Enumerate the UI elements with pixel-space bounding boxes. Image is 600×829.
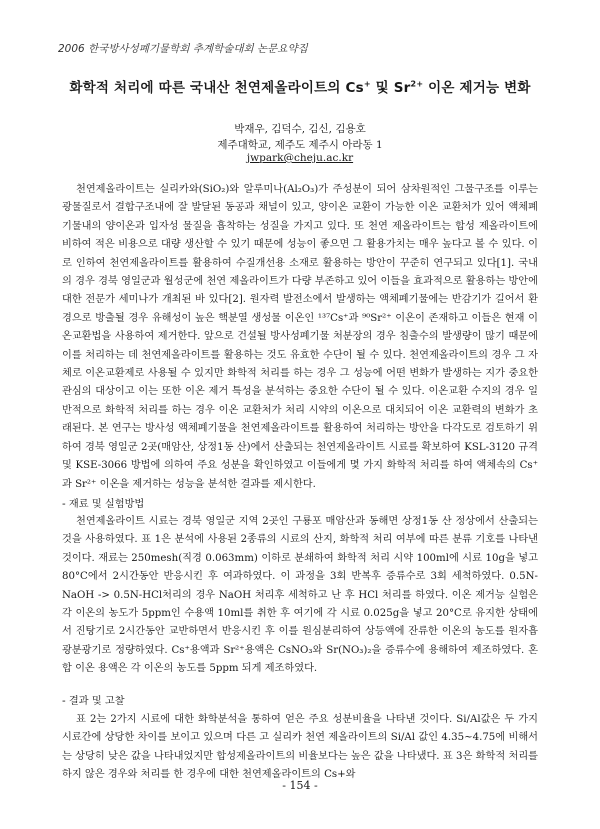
methods-section: [62, 513, 538, 679]
author-list: 박재우, 김덕수, 김신, 김용호: [234, 123, 366, 135]
title-part-3: 이온 제거능 변화: [423, 80, 531, 96]
intro-paragraph: 천연제올라이트는 실리카와(SiO₂)와 알루미나(Al₂O₃)가 주성분이 되어 삼차원적인 그물구조를 이루는 광물질로서 결합구조내에 잘 발달된 동공과 채널이 있고, 양이온 교환이 가능한 이온 교환처가 있어 액체폐기물내의 양이온과 입자성 물질을 흡착하는 성질을 가지고 있다. 또 천연 제올라이트는 합성 제올라이트에 비하여 적은 비용으로 대량 생산할 수 있기 때문에 성능이 좋으면 그 활용가치는 매우 높다고 볼 수 있다. 이로 인하여 천연제올라이트를 활용하여 수질개선용 소재로 활용하는 방안이 꾸준히 연구되고 있다[1]. 국내의 경우 경북 영일군과 월성군에 천연 제올라이트가 다량 부존하고 있어 이들을 효과적으로 활용하는 방안에 대한 전문가 세미나가 개최된 바 있다[2]. 원자력 발전소에서 발생하는 액체폐기물에는 반감기가 길어서 환경으로 방출될 경우 유해성이 높은 핵분열 생성물 이온인 ¹³⁷Cs⁺과 ⁹⁰Sr²⁺ 이온이 존재하고 이들은 현재 이온교환법을 사용하여 제거한다. 앞으로 건설될 방사성폐기물 처분장의 경우 침출수의 발생량이 많기 때문에 이를 처리하는 데 천연제올라이트를 활용하는 것도 유효한 수단이 될 수 있다. 천연제올라이트의 경우 그 자체로 이온교환제로 사용될 수 있지만 화학적 처리를 하는 경우 그 성능에 어떤 변화가 발생하는 지가 중요한 관심의 대상이고 이는 또한 이온 제거 특성을 분석하는 중요한 수단이 될 수 있다. 이온교환 수지의 경우 일반적으로 화학적 처리를 하는 경우 이온 교환처가 처리 시약의 이온으로 대치되어 이온 교환력의 변화가 초래된다. 본 연구는 방사성 액체폐기물을 천연제올라이트를 활용하여 처리하는 방안을 다각도로 검토하기 위하여 경북 영일군 2곳(매암산, 상정1동 산)에서 산출되는 천연제올라이트 시료를 확보하여 KSL-3120 규격 및 KSE-3066 방법에 의하여 주요 성분을 확인하였고 이들에게 몇 가지 화학적 처리를 하여 액체속의 Cs⁺과 Sr²⁺ 이온을 제거하는 성능을 분석한 결과를 제시한다.: [62, 184, 538, 490]
title-part-2: 및 Sr: [370, 80, 411, 96]
results-section: [62, 711, 538, 785]
page-number: - 154 -: [282, 779, 318, 792]
contact-email[interactable]: jwpark@cheju.ac.kr: [246, 152, 354, 164]
paper-title: [40, 76, 560, 96]
results-heading: - 결과 및 고찰: [62, 696, 125, 707]
affiliation: 제주대학교, 제주도 제주시 아라동 1: [217, 139, 383, 151]
title-part-1: 화학적 처리에 따른 국내산 천연제올라이트의 Cs: [69, 80, 364, 96]
title-sup-2: 2+: [410, 79, 424, 89]
methods-heading: - 재료 및 실험방법: [62, 499, 145, 510]
running-header: 2006 한국방사성폐기물학회 추계학술대회 논문요약집: [58, 43, 308, 55]
results-paragraph: 표 2는 2가지 시료에 대한 화학분석을 통하여 얻은 주요 성분비율을 나타낸 것이다. Si/Al값은 두 가지 시료간에 상당한 차이를 보이고 있으며 다른 고 실리카 천연 제올라이트의 Si/Al 값인 4.35~4.75에 비해서는 상당히 낮은 값을 나타내었지만 합성제올라이트의 비율보다는 높은 값을 나타냈다. 표 3은 화학적 처리를 하지 않은 경우와 처리를 한 경우에 대한 천연제올라이트의 Cs+와: [62, 714, 538, 781]
intro-section: [62, 181, 538, 494]
title-sup-1: +: [363, 79, 371, 89]
methods-paragraph: 천연제올라이트 시료는 경북 영일군 지역 2곳인 구룡포 매암산과 동해면 상정1동 산 정상에서 산출되는 것을 사용하였다. 표 1은 분석에 사용된 2종류의 시료의 산지, 화학적 처리 여부에 따른 분류 기호를 나타낸 것이다. 재료는 250mesh(직경 0.063mm) 이하로 분쇄하여 화학적 처리 시약 100ml에 시료 10g을 넣고 80°C에서 2시간동안 반응시킨 후 여과하였다. 이 과정을 3회 반복후 증류수로 3회 세척하였다. 0.5N-NaOH -> 0.5N-HCl처리의 경우 NaOH 처리후 세척하고 난 후 HCl 처리를 하였다. 이온 제거능 실험은 각 이온의 농도가 5ppm인 수용액 10ml를 취한 후 여기에 각 시료 0.025g을 넣고 20°C로 유지한 상태에서 진탕기로 2시간동안 교반하면서 반응시킨 후 이를 원심분리하여 상등액에 잔류한 이온의 농도를 원자흡광분광기로 정량하였다. Cs⁺용액과 Sr²⁺용액은 CsNO₃와 Sr(NO₃)₂을 증류수에 용해하여 제조하였다. 혼합 이온 용액은 각 이온의 농도를 5ppm 되게 제조하였다.: [62, 516, 538, 675]
